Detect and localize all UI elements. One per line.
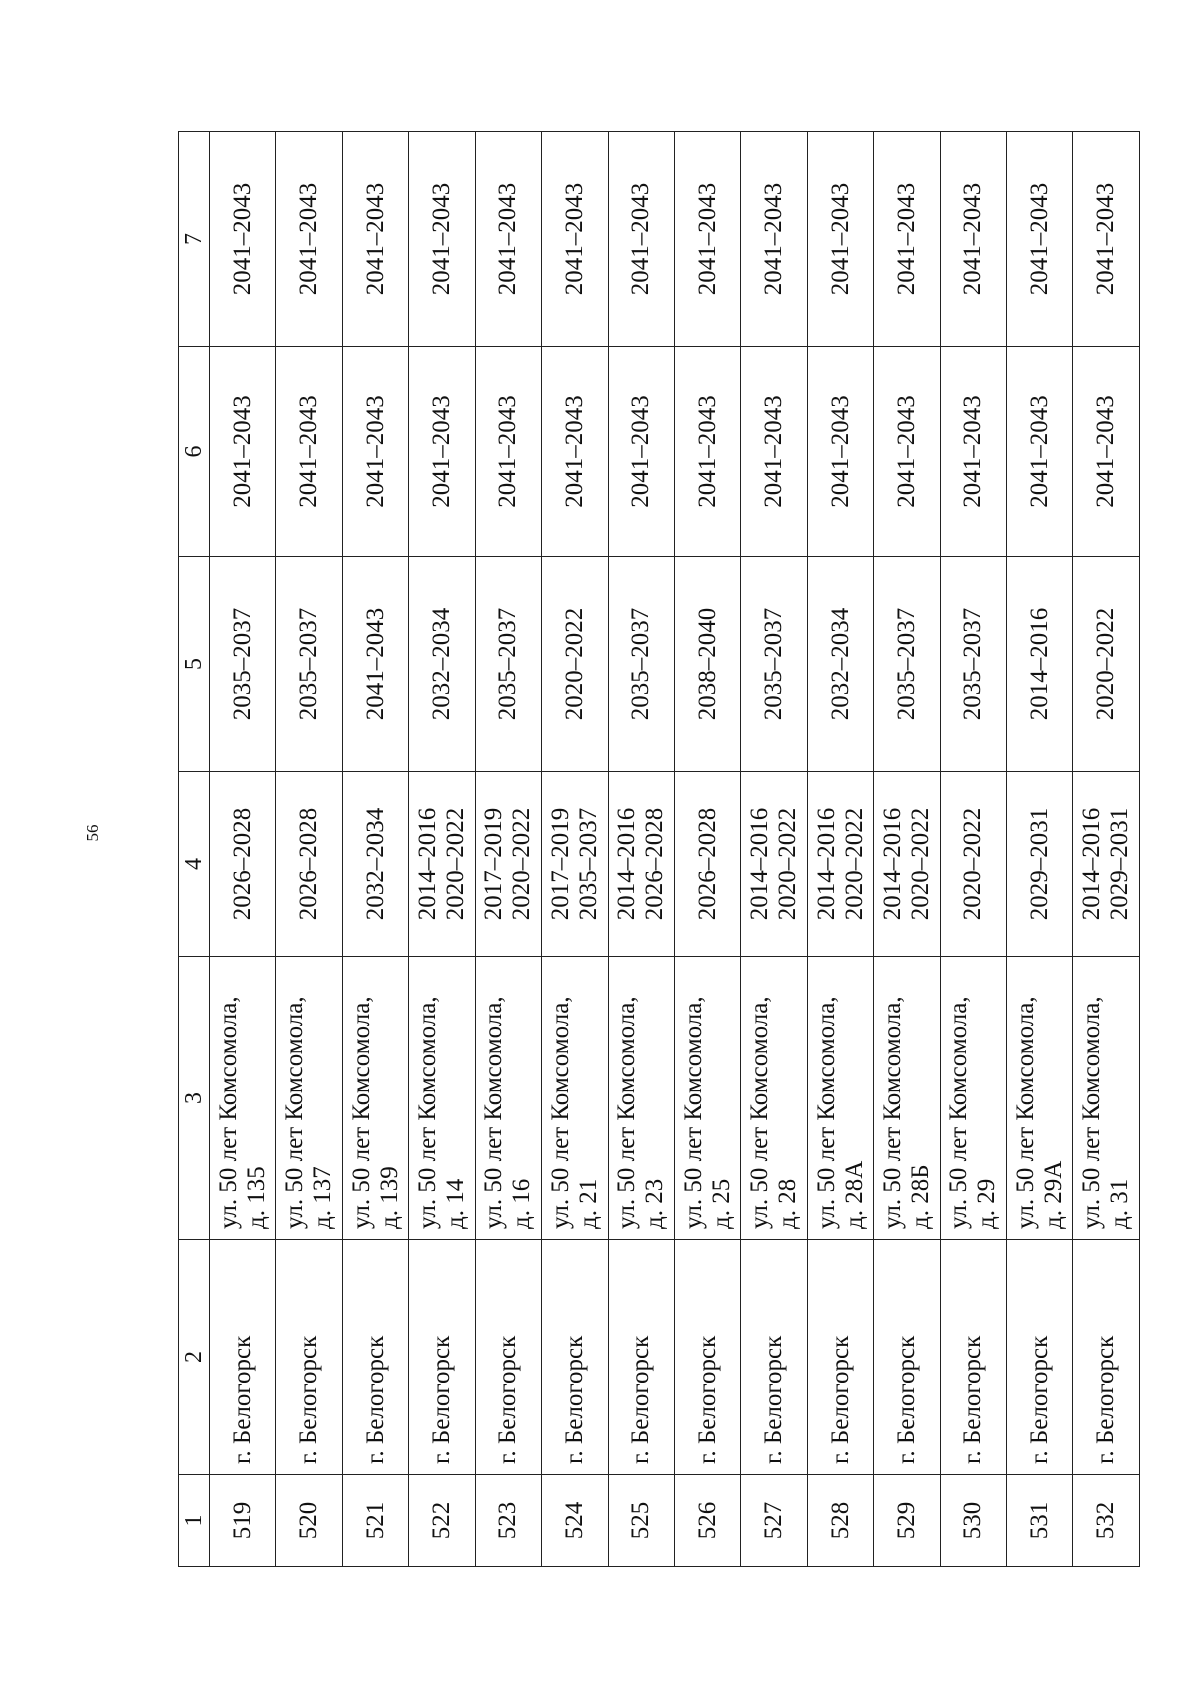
row-period-7: 2041–2043 <box>674 132 740 347</box>
header-col-4: 4 <box>179 772 210 957</box>
row-period-5: 2020–2022 <box>1073 557 1140 772</box>
row-period-4-a: 2029–2031 <box>1025 807 1053 921</box>
row-period-5: 2020–2022 <box>542 557 608 772</box>
table-row <box>409 132 475 1567</box>
row-period-4 <box>874 772 940 957</box>
row-period-4-b: 2020–2022 <box>774 807 802 921</box>
table-row <box>674 132 740 1567</box>
row-address <box>409 957 475 1240</box>
row-address-street: ул. 50 лет Комсомола, <box>480 996 508 1229</box>
row-period-4-b: 2020–2022 <box>508 807 536 921</box>
row-city: г. Белогорск <box>342 1240 408 1475</box>
header-col-6: 6 <box>179 347 210 557</box>
row-period-5: 2014–2016 <box>1007 557 1073 772</box>
row-city: г. Белогорск <box>542 1240 608 1475</box>
row-number: 521 <box>342 1475 408 1567</box>
row-period-7: 2041–2043 <box>741 132 807 347</box>
row-address-street: ул. 50 лет Комсомола, <box>613 996 641 1229</box>
row-number: 524 <box>542 1475 608 1567</box>
row-address <box>741 957 807 1240</box>
row-period-5: 2041–2043 <box>342 557 408 772</box>
row-address-house: д. 139 <box>375 1166 403 1229</box>
row-number: 527 <box>741 1475 807 1567</box>
row-number: 525 <box>608 1475 674 1567</box>
row-period-6: 2041–2043 <box>409 347 475 557</box>
row-city: г. Белогорск <box>276 1240 342 1475</box>
row-city: г. Белогорск <box>741 1240 807 1475</box>
row-period-4-a: 2014–2016 <box>413 807 441 921</box>
row-period-5: 2035–2037 <box>276 557 342 772</box>
table-row <box>475 132 541 1567</box>
row-number: 520 <box>276 1475 342 1567</box>
row-address-street: ул. 50 лет Комсомола, <box>1078 996 1106 1229</box>
row-address <box>276 957 342 1240</box>
header-row <box>179 132 210 1567</box>
row-period-4 <box>1007 772 1073 957</box>
row-address <box>542 957 608 1240</box>
row-period-6: 2041–2043 <box>210 347 276 557</box>
row-period-7: 2041–2043 <box>874 132 940 347</box>
row-address-street: ул. 50 лет Комсомола, <box>945 996 973 1229</box>
row-address-street: ул. 50 лет Комсомола, <box>812 996 840 1229</box>
row-address-house: д. 29А <box>1039 1160 1067 1229</box>
row-number: 530 <box>940 1475 1006 1567</box>
table-row <box>807 132 873 1567</box>
row-number: 531 <box>1007 1475 1073 1567</box>
row-period-4-a: 2020–2022 <box>959 807 987 921</box>
row-city: г. Белогорск <box>940 1240 1006 1475</box>
row-period-7: 2041–2043 <box>940 132 1006 347</box>
row-period-5: 2035–2037 <box>940 557 1006 772</box>
row-period-4-a: 2017–2019 <box>546 807 574 921</box>
row-address-street: ул. 50 лет Комсомола, <box>1011 996 1039 1229</box>
row-number: 519 <box>210 1475 276 1567</box>
row-address-street: ул. 50 лет Комсомола, <box>746 996 774 1229</box>
row-number: 529 <box>874 1475 940 1567</box>
row-address <box>608 957 674 1240</box>
row-period-4-a: 2014–2016 <box>878 807 906 921</box>
header-col-2: 2 <box>179 1240 210 1475</box>
row-city: г. Белогорск <box>608 1240 674 1475</box>
row-address-street: ул. 50 лет Комсомола, <box>347 996 375 1229</box>
table-row <box>210 132 276 1567</box>
row-period-4-b: 2029–2031 <box>1106 807 1134 921</box>
row-address-house: д. 25 <box>707 1178 735 1229</box>
row-city: г. Белогорск <box>1073 1240 1140 1475</box>
row-period-7: 2041–2043 <box>409 132 475 347</box>
row-period-7: 2041–2043 <box>475 132 541 347</box>
table-row <box>1007 132 1073 1567</box>
row-address-street: ул. 50 лет Комсомола, <box>281 996 309 1229</box>
row-city: г. Белогорск <box>674 1240 740 1475</box>
row-address <box>940 957 1006 1240</box>
row-period-4-a: 2017–2019 <box>480 807 508 921</box>
row-address-house: д. 28Б <box>906 1164 934 1229</box>
row-period-4 <box>409 772 475 957</box>
rotated-table-wrapper <box>178 132 1140 1567</box>
row-address-house: д. 14 <box>441 1178 469 1229</box>
row-city: г. Белогорск <box>409 1240 475 1475</box>
row-period-7: 2041–2043 <box>1007 132 1073 347</box>
row-period-4 <box>210 772 276 957</box>
row-address-house: д. 23 <box>641 1178 669 1229</box>
row-address-house: д. 135 <box>242 1166 270 1229</box>
header-col-3: 3 <box>179 957 210 1240</box>
row-period-7: 2041–2043 <box>342 132 408 347</box>
row-period-4 <box>741 772 807 957</box>
row-period-7: 2041–2043 <box>1073 132 1140 347</box>
row-address-house: д. 16 <box>508 1178 536 1229</box>
row-address <box>475 957 541 1240</box>
row-city: г. Белогорск <box>807 1240 873 1475</box>
table-row <box>1073 132 1140 1567</box>
row-period-4-b: 2020–2022 <box>906 807 934 921</box>
row-period-4-b: 2020–2022 <box>441 807 469 921</box>
row-period-4-a: 2026–2028 <box>295 807 323 921</box>
row-address-house: д. 29 <box>973 1178 1001 1229</box>
row-period-7: 2041–2043 <box>608 132 674 347</box>
row-number: 528 <box>807 1475 873 1567</box>
row-period-5: 2035–2037 <box>874 557 940 772</box>
schedule-table <box>178 131 1140 1567</box>
row-address-house: д. 28 <box>774 1178 802 1229</box>
row-period-4 <box>674 772 740 957</box>
row-period-7: 2041–2043 <box>210 132 276 347</box>
row-period-6: 2041–2043 <box>608 347 674 557</box>
row-address-street: ул. 50 лет Комсомола, <box>546 996 574 1229</box>
row-period-5: 2032–2034 <box>409 557 475 772</box>
row-period-6: 2041–2043 <box>475 347 541 557</box>
row-period-4-b: 2020–2022 <box>840 807 868 921</box>
row-number: 526 <box>674 1475 740 1567</box>
table-row <box>542 132 608 1567</box>
row-period-4 <box>475 772 541 957</box>
row-period-4 <box>1073 772 1140 957</box>
row-address <box>342 957 408 1240</box>
row-period-6: 2041–2043 <box>874 347 940 557</box>
row-address <box>674 957 740 1240</box>
row-period-4 <box>608 772 674 957</box>
row-address-house: д. 21 <box>574 1178 602 1229</box>
row-address <box>1073 957 1140 1240</box>
row-city: г. Белогорск <box>1007 1240 1073 1475</box>
row-address-street: ул. 50 лет Комсомола, <box>214 996 242 1229</box>
table-body <box>210 132 1140 1567</box>
row-period-6: 2041–2043 <box>741 347 807 557</box>
row-address-house: д. 137 <box>309 1166 337 1229</box>
table-row <box>741 132 807 1567</box>
row-period-5: 2035–2037 <box>475 557 541 772</box>
row-period-4-a: 2014–2016 <box>613 807 641 921</box>
row-period-7: 2041–2043 <box>542 132 608 347</box>
row-address-street: ул. 50 лет Комсомола, <box>878 996 906 1229</box>
row-period-4 <box>807 772 873 957</box>
row-period-4-b: 2026–2028 <box>641 807 669 921</box>
row-period-4-a: 2026–2028 <box>228 807 256 921</box>
row-city: г. Белогорск <box>210 1240 276 1475</box>
row-period-4 <box>276 772 342 957</box>
row-address <box>874 957 940 1240</box>
row-period-7: 2041–2043 <box>276 132 342 347</box>
row-address <box>210 957 276 1240</box>
row-period-5: 2038–2040 <box>674 557 740 772</box>
row-period-6: 2041–2043 <box>1007 347 1073 557</box>
row-period-5: 2035–2037 <box>210 557 276 772</box>
row-period-5: 2032–2034 <box>807 557 873 772</box>
row-period-4-a: 2026–2028 <box>693 807 721 921</box>
row-period-6: 2041–2043 <box>807 347 873 557</box>
row-number: 522 <box>409 1475 475 1567</box>
row-period-6: 2041–2043 <box>342 347 408 557</box>
row-number: 523 <box>475 1475 541 1567</box>
row-period-4 <box>940 772 1006 957</box>
row-period-4-a: 2014–2016 <box>746 807 774 921</box>
row-period-5: 2035–2037 <box>741 557 807 772</box>
row-period-5: 2035–2037 <box>608 557 674 772</box>
row-period-6: 2041–2043 <box>674 347 740 557</box>
row-period-6: 2041–2043 <box>1073 347 1140 557</box>
row-number: 532 <box>1073 1475 1140 1567</box>
header-col-1: 1 <box>179 1475 210 1567</box>
table-row <box>608 132 674 1567</box>
row-address-house: д. 31 <box>1106 1178 1134 1229</box>
row-period-4-b: 2035–2037 <box>574 807 602 921</box>
row-period-4-a: 2014–2016 <box>812 807 840 921</box>
page-number: 56 <box>83 824 102 842</box>
row-address-house: д. 28А <box>840 1160 868 1229</box>
row-city: г. Белогорск <box>475 1240 541 1475</box>
row-period-4 <box>342 772 408 957</box>
row-period-4-a: 2032–2034 <box>361 807 389 921</box>
header-col-7: 7 <box>179 132 210 347</box>
row-city: г. Белогорск <box>874 1240 940 1475</box>
row-period-7: 2041–2043 <box>807 132 873 347</box>
row-address <box>807 957 873 1240</box>
row-period-6: 2041–2043 <box>542 347 608 557</box>
row-period-6: 2041–2043 <box>276 347 342 557</box>
row-period-6: 2041–2043 <box>940 347 1006 557</box>
header-col-5: 5 <box>179 557 210 772</box>
table-row <box>940 132 1006 1567</box>
row-period-4-a: 2014–2016 <box>1078 807 1106 921</box>
table-row <box>342 132 408 1567</box>
row-period-4 <box>542 772 608 957</box>
row-address-street: ул. 50 лет Комсомола, <box>679 996 707 1229</box>
table-row <box>276 132 342 1567</box>
row-address-street: ул. 50 лет Комсомола, <box>413 996 441 1229</box>
table-row <box>874 132 940 1567</box>
row-address <box>1007 957 1073 1240</box>
